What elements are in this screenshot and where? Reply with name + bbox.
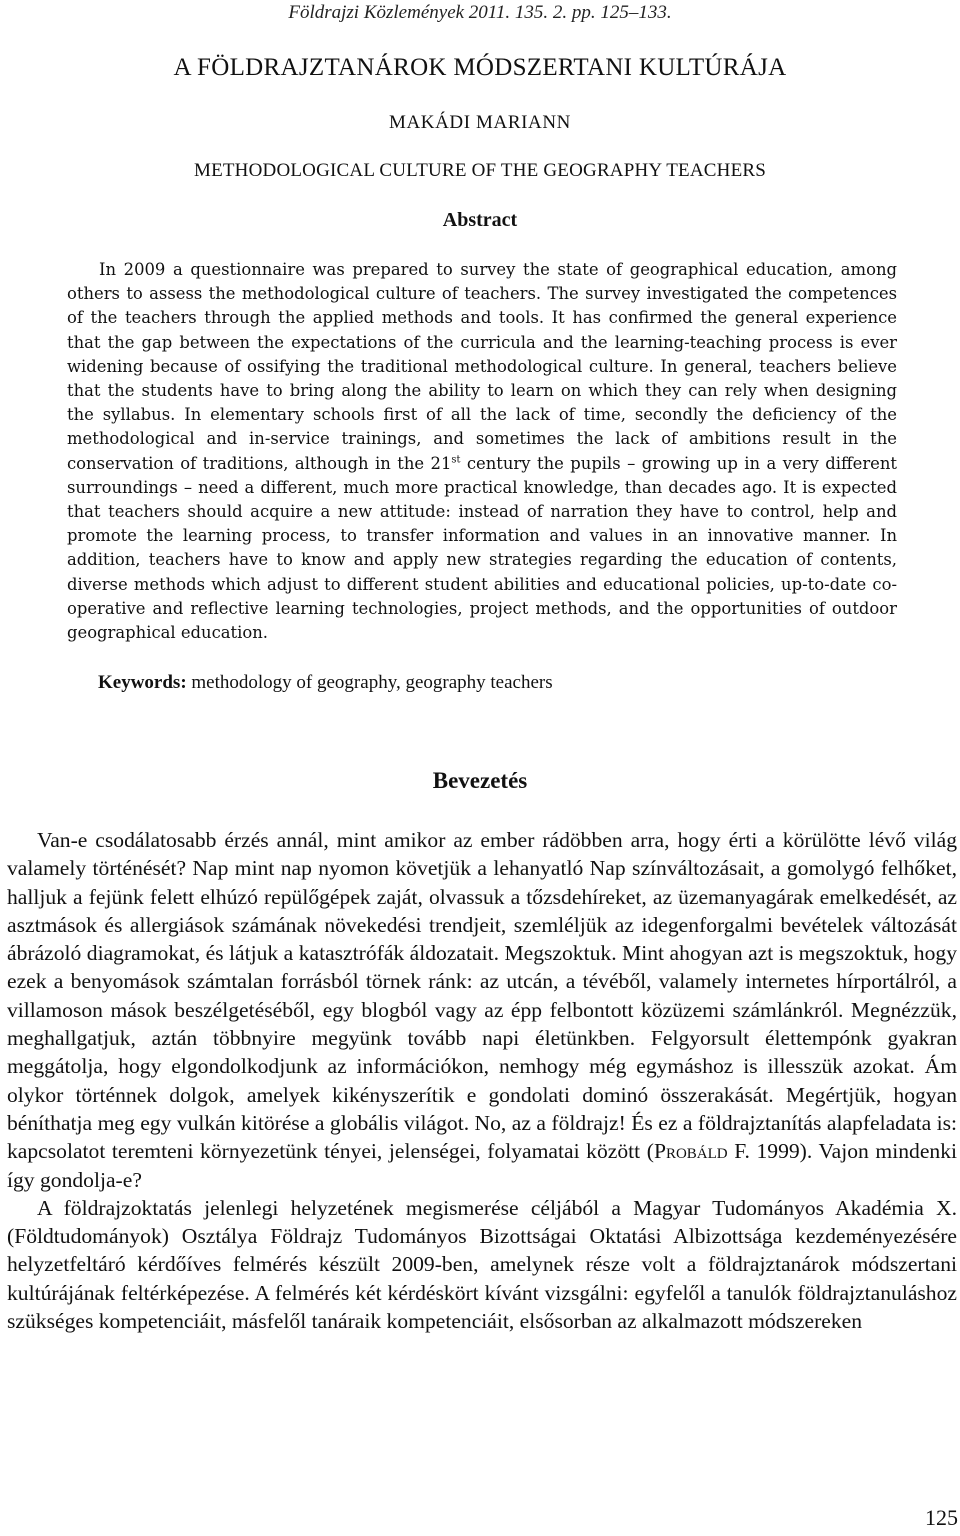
paragraph-1-end: F. 1999). Vajon mindenki így gondolja-e? [7,1139,958,1192]
abstract-text-part-1: In 2009 a questionnaire was prepared to survey the state of geographical education, among others to assess the methodological culture of teachers. The survey investigated the competences of the teachers through the applied methods and tools. It has confirmed the general experience that the gap between the expectations of the curricula and the learning-teaching process is ever widening because of ossifying the traditional methodological culture. In general, teachers believe that the students have to bring along the ability to learn on which they can rely when designing the syllabus. In elementary schools first of all the lack of time, secondly the deficiency of the methodological and in-service trainings, and sometimes the lack of ambitions result in the conservation of traditions, although in the 21 [67,260,897,473]
citation-author: Probáld [653,1139,728,1164]
ordinal-suffix: st [451,454,461,466]
keywords-label: Keywords: [98,672,187,693]
paragraph-1-text: Van-e csodálatosabb érzés annál, mint amikor az ember rádöbben arra, hogy érti a körülötte lévő világ valamely történését? Nap mint nap nyomon követjük a lehanyatló Nap színváltozásait, a gomolygó felhőket, halljuk a fejünk felett elhúzó repülőgépek zaját, olvassuk a tőzsdehíreket, az üzemanyagárak emelkedését, az asztmások és allergiások számának növekedési trendjeit, szemléljük az idegenforgalmi bevételek változását ábrázoló diagramokat, és látjuk a katasztrófák áldozatait. Megszoktuk. Mint ahogyan azt is megszoktuk, hogy ezek a benyomások számtalan forrásból törnek ránk: az utcán, a tévéből, valamely internetes hírportálról, a villamoson mások beszélgetéséből, egy blogból vagy az épp felbontott közüzemi számlánkról. Megnézzük, meghallgatjuk, aztán többnyire megyünk tovább napi életünkben. Felgyorsult élettempónk gyakran meggátolja, hogy elgondolkodjunk az információkon, nemhogy még egymáshoz is illesszük azokat. Ám olykor történnek dolgok, amelyek kikényszerítik e gondolati dominó összerakását. Megértjük, hogyan béníthatja meg egy vulkán kitörése a globális világot. No, az a földrajz! És ez a földrajztanítás alapfeladata is: kapcsolatot teremteni környezetünk tényei, jelenségei, folyamatai között ( [7,828,957,1164]
abstract-text [67,258,897,645]
body-paragraph-2: A földrajzoktatás jelenlegi helyzetének megismerése céljából a Magyar Tudományos Akadémia X. (Földtudományok) Osztálya Földrajz Tudományos Bizottságai Oktatási Albizottsága kezdeményezésére helyzetfeltáró kérdőíves felmérés készült 2009-ben, amelynek része volt a földrajztanárok módszertani kultúrájának feltérképezése. A felmérés két kérdéskört kívánt vizsgálni: egyfelől a tanulók földrajztanuláshoz szükséges kompetenciáit, másfelől tanáraik kompetenciáit, elsősorban az alkalmazott módszereken [7,1195,957,1334]
section-heading: Bevezetés [432,768,528,793]
page-number: 125 [925,1505,958,1530]
abstract-heading: Abstract [442,209,518,231]
article-title: A FÖLDRAJZTANÁROK MÓDSZERTANI KULTÚRÁJA [173,54,787,81]
body-paragraph-1 [7,826,957,1194]
keywords-value: methodology of geography, geography teachers [186,672,553,693]
body-text [7,826,957,1335]
article-author: MAKÁDI MARIANN [388,112,572,133]
journal-reference: Földrajzi Közlemények 2011. 135. 2. pp. 125–133. [288,2,672,23]
abstract-text-part-2: century the pupils – growing up in a very different surroundings – need a different, much more practical knowledge, than decades ago. It is expected that teachers should acquire a new attitude: instead of narration they have to control, help and promote the learning process, to transfer information and values in an innovative manner. In addition, teachers have to know and apply new strategies regarding the education of contents, diverse methods which adjust to different student abilities and educational policies, up-to-date co-operative and reflective learning technologies, project methods, and the opportunities of outdoor geographical education. [67,453,897,643]
article-english-title: METHODOLOGICAL CULTURE OF THE GEOGRAPHY TEACHERS [193,160,767,181]
keywords [98,672,898,694]
